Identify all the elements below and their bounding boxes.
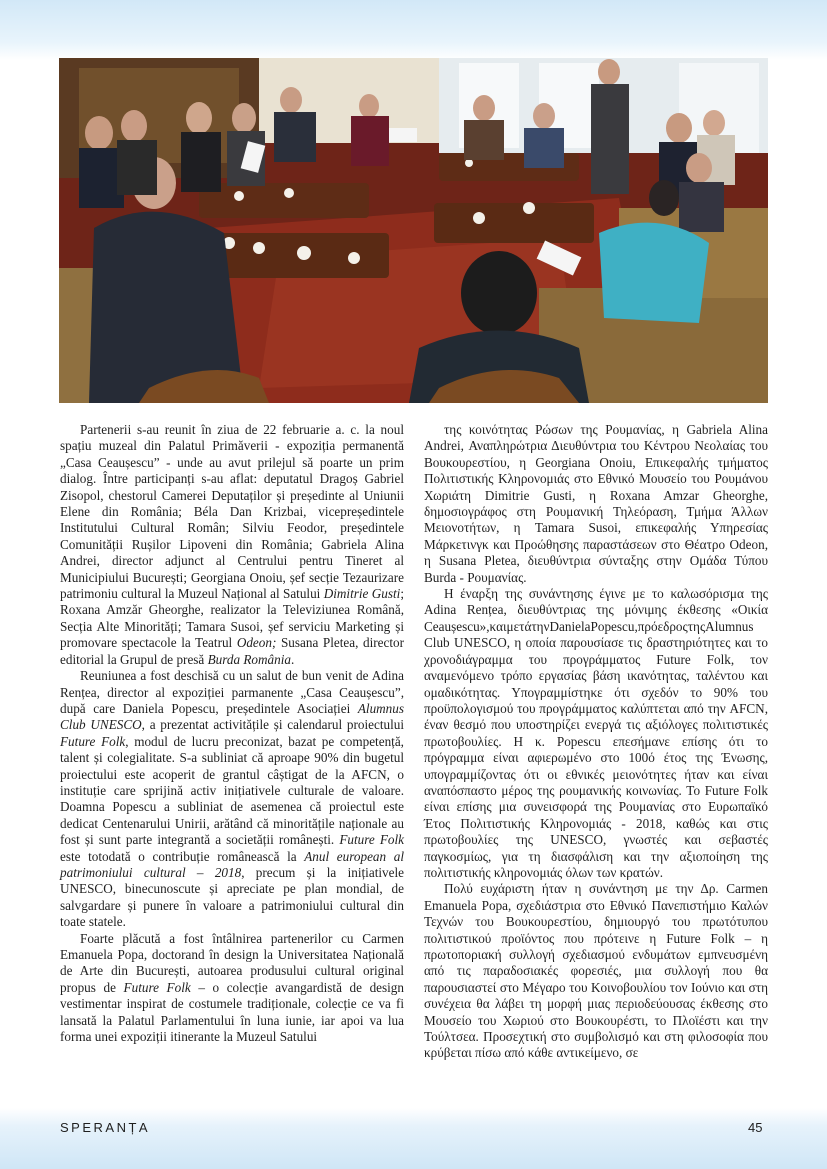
paragraph (424, 881, 768, 1061)
italic-text: Odeon; (236, 635, 277, 651)
text-run: Πολύ ευχάριστη ήταν η συνάντηση με την Δρ. Carmen Emanuela Popa, σχεδιάστρια στο Εθνικό Πανεπιστήμιο Καλών Τεχνών του Βουκουρεστίου, δημιουργό του πρωτότυπου πολιτιστικού προϊόντος που πρότεινε η Future Folk – η πρωτοποριακή συλλογή σχεδιασμού ενδυμάτων εμπνευσμένη από τις παραδοσιακές φορεσιές, μια συλλογή που θα παρουσιαστεί στο Μέγαρο του Κοινοβουλίου τον Ιούνιο και στη συνέχεια θα λάβει τη μορφή μιας περιοδεύουσας έκθεσης στο Μουσείο του Χωριού στο Βουκουρέστι, το Πλοϊέστι και την Τούλτσεα. Προσεχτική στο συμβολισμό και στη φιλοσοφία που κρύβεται πίσω από κάθε αντικείμενο, σε (424, 881, 768, 1061)
text-run: Susana Pletea, director editorial la Grupul de presă (60, 635, 405, 667)
text-run: , modul de lucru preconizat, bazat pe competență, talent și colegialitate. S-a subliniat că aproape 90% din bugetul proiectului este acoperit de grantul câștigat de la AFCN, o instituție care sprijină activ inițiativele culturale de valoare. Doamna Popescu a subliniat de asemenea că proiectul este dedicat Centenarului Unirii, arătând că minoritățile naționale au fost și sunt parte integrantă a societății românești. (60, 733, 404, 848)
italic-text: Alumnus Club UNESCO (60, 700, 404, 733)
italic-text: Dimitrie Gusti (323, 586, 401, 602)
italic-text: Future Folk (60, 733, 126, 749)
bottom-decorative-band (0, 1108, 827, 1169)
text-run: este totodată o contribuție românească la (60, 848, 305, 864)
paragraph (424, 586, 768, 881)
page-number: 45 (748, 1120, 763, 1135)
text-run: . (290, 651, 295, 667)
italic-text: Burda România (207, 651, 291, 667)
italic-text: Future Folk (339, 832, 404, 848)
text-run: Partenerii s-au reunit în ziua de 22 februarie a. c. la noul spațiu muzeal din Palatul Primăverii - expoziția permanentă „Casa Ceaușescu” - unde au avut prilejul să poarte un prim dialog. Între participanți s-au aflat: deputatul Dragoș Gabriel Zisopol, chestorul Camerei Deputaților și președinte al Uniunii Elene din România; Béla Dan Krizbai, vicepreședintele Institutului Cultural Român; Silviu Feodor, președintele Comunității Rușilor Lipoveni din România; Gabriela Alina Andrei, director adjunct al Centrului pentru Tineret al Municipiului București; Georgiana Onoiu, șef secție Tezaurizare patrimoniu cultural la Muzeul Național al Satului (60, 422, 404, 602)
paragraph (424, 422, 768, 586)
italic-text: Future Folk (123, 979, 191, 995)
text-run: της κοινότητας Ρώσων της Ρουμανίας, η Gabriela Alina Andrei, Αναπληρώτρια Διευθύντρια του Κέντρου Νεολαίας του Βουκουρεστίου, η Georgiana Onoiu, Επικεφαλής τμήματος Πολιτιστικής Κληρονομιάς στο Εθνικό Μουσείο του Ρουμάνου Χωριάτη Dimitrie Gusti, η Roxana Amzar Gheorghe, δημοσιογράφος στη Ρουμανική Τηλεόραση, Τμήμα Άλλων Μειονοτήτων, η Tamara Susoi, επικεφαλής Υπηρεσίας Μάρκετινγκ και Προώθησης παραστάσεων στο Θέατρο Odeon, η Susana Pletea, διευθύντρια σύνταξης στην Ομάδα Τύπου Burda - Ρουμανίας. (424, 422, 768, 585)
text-run: Reuniunea a fost deschisă cu un salut de bun venit de Adina Rențea, director al expoziției parmanente „Casa Ceaușescu”, după care Daniela Popescu, președintele Asociației (60, 668, 404, 716)
text-run: ; Roxana Amzăr Gheorghe, realizator la Televiziunea Română, Secția Alte Minorități; Tamara Susoi, șef serviciu Marketing și promovare spectacole la Teatrul (60, 586, 404, 651)
text-run: Η έναρξη της συνάντησης έγινε με το καλωσόρισμα της Adina Rențea, διευθύντριας της μόνιμης έκθεσης «Οικία Ceaușescu»,καιμετάτηνDanielaPopescu,πρόεδροςτηςAlumnus Club UNESCO, η οποία παρουσίασε τις δραστηριότητες και το χρονοδιάγραμμα του προγράμματος Future Folk, τον αναμενόμενο τρόπο εργασίας βάση ικανότητας, ταλέντου και ομαδικότητας. Υπογραμμίστηκε ότι σχεδόν το 90% του προϋπολογισμού του προγράμματος καλύπτεται από την AFCN, έναν θεσμό που υποστηρίζει ενεργά τις αξιόλογες πολιτιστικές πρωτοβουλίες. Η κ. Popescu επεσήμανε επίσης ότι το πρόγραμμα είναι αφιερωμένο στο 100ό έτος της Ένωσης, υπογραμμίζοντας ότι οι εθνικές μειονότητες ήταν και είναι αναπόσπαστο μέρος της ρουμανικής κοινωνίας. Το Future Folk είναι επίσης μια συνεισφορά της Ρουμανίας στο Ευρωπαϊκό Έτος Πολιτιστικής Κληρονομιάς - 2018, καθώς και στις πρωτοβουλίες της UNESCO, γνωστές και σεβαστές παγκοσμίως, για τη διασφάλιση και την αξιοποίηση της πολιτιστικής κληρονομιάς όλων των κρατών. (424, 586, 768, 880)
magazine-name: SPERANȚA (60, 1120, 151, 1135)
paragraph (60, 422, 404, 668)
meeting-photo (59, 58, 768, 403)
top-decorative-band (0, 0, 827, 60)
text-run: , a prezentat activitățile și calendarul proiectului (141, 717, 405, 733)
article-column-right (424, 422, 768, 1062)
paragraph (60, 668, 404, 931)
text-run: – o colecție avangardistă de design vestimentar inspirat de costumele tradiționale, colecție ce va fi lansată la Palatul Parlamentului în luna iunie, iar apoi va lua forma unei expoziții itinerante la Muzeul Satului (60, 979, 404, 1045)
text-run: Foarte plăcută a fost întâlnirea partenerilor cu Carmen Emanuela Popa, doctorand în design la Universitatea Națională de Arte din București, autoarea produsului cultural original propus de (60, 930, 404, 995)
article-column-left (60, 422, 404, 1045)
paragraph (60, 931, 404, 1046)
text-run: , precum și la inițiativele UNESCO, binecunoscute și apreciate pe plan mondial, de salvgardare și punere în valoare a patrimoniului cultural din toate statele. (60, 864, 404, 930)
italic-text: Anul european al patrimoniului cultural – 2018 (60, 848, 404, 880)
